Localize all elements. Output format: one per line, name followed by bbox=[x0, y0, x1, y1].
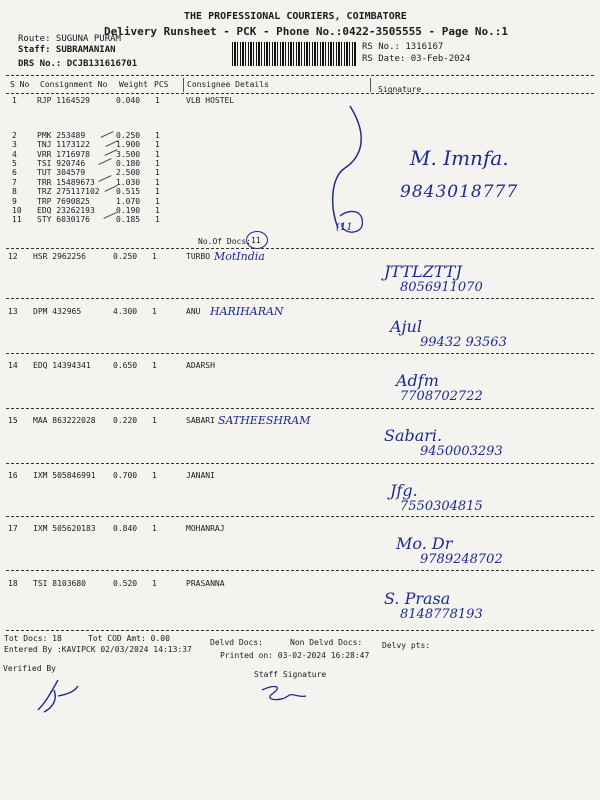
row-consignee: PRASANNA bbox=[186, 579, 225, 588]
row-weight: 4.300 bbox=[113, 307, 138, 316]
handwritten-consignee-name: MotIndia bbox=[214, 250, 265, 263]
non-delivered-docs: Non Delvd Docs: bbox=[290, 638, 363, 647]
row-cons: IXM 505846991 bbox=[33, 471, 96, 480]
col-weight: Weight bbox=[119, 80, 148, 89]
group-row-cons: TRP 7690825 bbox=[37, 197, 90, 206]
row-consignee: ADARSH bbox=[186, 361, 215, 370]
group-row-cons: TRZ 275117102 bbox=[37, 187, 100, 196]
handwritten-signature: S. Prasa bbox=[384, 589, 451, 608]
row-cons: EDQ 14394341 bbox=[33, 361, 91, 370]
col-sno: S No bbox=[10, 80, 30, 89]
handwritten-phone: 99432 93563 bbox=[420, 335, 507, 350]
divider bbox=[6, 570, 594, 571]
row-consignee: ANU bbox=[186, 307, 201, 316]
row-sno: 13 bbox=[8, 307, 18, 316]
group-row-pcs: 1 bbox=[155, 187, 160, 196]
group-row-sno: 6 bbox=[12, 168, 17, 177]
row-sno: 18 bbox=[8, 579, 18, 588]
divider bbox=[6, 408, 594, 409]
group-row-weight: 0.180 bbox=[116, 159, 141, 168]
row-pcs: 1 bbox=[152, 524, 157, 533]
row-consignee: TURBO bbox=[186, 252, 211, 261]
handwritten-signature: M. Imnfa. bbox=[410, 146, 509, 170]
row-sno: 17 bbox=[8, 524, 18, 533]
group-row-pcs: 1 bbox=[155, 150, 160, 159]
group-row-weight: 3.500 bbox=[116, 150, 141, 159]
group-row-cons: EDQ 23262193 bbox=[37, 206, 95, 215]
row-weight: 0.520 bbox=[113, 579, 138, 588]
divider bbox=[6, 463, 594, 464]
group-row-weight: 0.040 bbox=[116, 96, 141, 105]
divider bbox=[6, 630, 594, 631]
group-row-weight: 1.070 bbox=[116, 197, 141, 206]
group-row-cons: PMK 253489 bbox=[37, 131, 86, 140]
group-row-consignee: VLB HOSTEL bbox=[186, 96, 235, 105]
group-row-weight: 0.515 bbox=[116, 187, 141, 196]
row-pcs: 1 bbox=[152, 307, 157, 316]
row-weight: 0.700 bbox=[113, 471, 138, 480]
row-sno: 12 bbox=[8, 252, 18, 261]
barcode bbox=[232, 42, 356, 66]
printed-on: Printed on: 03-02-2024 16:28:47 bbox=[220, 651, 370, 660]
group-row-pcs: 1 bbox=[155, 197, 160, 206]
check-mark bbox=[100, 131, 113, 138]
group-row-sno: 4 bbox=[12, 150, 17, 159]
no-of-docs-label: No.Of Docs: bbox=[198, 237, 251, 246]
row-sno: 15 bbox=[8, 416, 18, 425]
handwritten-signature: Sabari. bbox=[384, 426, 443, 445]
group-row-sno: 3 bbox=[12, 140, 17, 149]
row-cons: IXM 505620183 bbox=[33, 524, 96, 533]
group-row-sno: 2 bbox=[12, 131, 17, 140]
delivered-docs: Delvd Docs: bbox=[210, 638, 263, 647]
bracket-scribble bbox=[300, 98, 420, 238]
col-pcs: PCS bbox=[154, 80, 169, 89]
divider bbox=[6, 353, 594, 354]
row-weight: 0.220 bbox=[113, 416, 138, 425]
handwritten-signature: JTTLZTTJ bbox=[384, 262, 462, 281]
handwritten-phone: 9450003293 bbox=[420, 444, 503, 459]
row-cons: DPM 432965 bbox=[33, 307, 82, 316]
handwritten-phone: 8056911070 bbox=[400, 280, 483, 295]
divider bbox=[6, 248, 594, 249]
group-row-weight: 0.185 bbox=[116, 215, 141, 224]
row-cons: TSI 8103680 bbox=[33, 579, 86, 588]
row-sno: 14 bbox=[8, 361, 18, 370]
handwritten-consignee-name: HARIHARAN bbox=[210, 305, 284, 318]
group-row-pcs: 1 bbox=[155, 215, 160, 224]
col-separator bbox=[183, 78, 184, 92]
handwritten-signature: Ajul bbox=[390, 317, 422, 336]
route: Route: SUGUNA PURAM bbox=[18, 34, 121, 44]
group-row-cons: RJP 1164529 bbox=[37, 96, 90, 105]
group-row-pcs: 1 bbox=[155, 159, 160, 168]
group-row-pcs: 1 bbox=[155, 206, 160, 215]
verified-by-label: Verified By bbox=[3, 664, 56, 673]
col-separator bbox=[370, 78, 371, 92]
verifier-signature bbox=[28, 672, 88, 722]
group-row-cons: VRR 1716978 bbox=[37, 150, 90, 159]
group-row-weight: 1.900 bbox=[116, 140, 141, 149]
handwritten-signature: Mo. Dr bbox=[396, 534, 453, 553]
drs-number: DRS No.: DCJB131616701 bbox=[18, 59, 138, 69]
group-row-sno: 9 bbox=[12, 197, 17, 206]
group-row-cons: TUT 304579 bbox=[37, 168, 86, 177]
company-name: THE PROFESSIONAL COURIERS, COIMBATORE bbox=[184, 11, 407, 22]
group-row-sno: 7 bbox=[12, 178, 17, 187]
group-row-weight: 0.190 bbox=[116, 206, 141, 215]
divider bbox=[6, 93, 594, 94]
col-signature: Signature bbox=[378, 85, 422, 94]
total-cod: Tot COD Amt: 0.00 bbox=[88, 634, 170, 643]
group-row-pcs: 1 bbox=[155, 131, 160, 140]
row-cons: MAA 863222028 bbox=[33, 416, 96, 425]
group-row-cons: STY 6030176 bbox=[37, 215, 90, 224]
rs-number: RS No.: 1316167 bbox=[362, 42, 444, 52]
row-pcs: 1 bbox=[152, 252, 157, 261]
check-mark bbox=[98, 158, 111, 165]
row-pcs: 1 bbox=[152, 471, 157, 480]
handwritten-phone: 7708702722 bbox=[400, 389, 483, 404]
group-row-pcs: 1 bbox=[155, 168, 160, 177]
handwritten-count: (11 bbox=[336, 222, 353, 233]
group-row-pcs: 1 bbox=[155, 96, 160, 105]
group-row-pcs: 1 bbox=[155, 140, 160, 149]
rs-date: RS Date: 03-Feb-2024 bbox=[362, 54, 471, 64]
group-row-cons: TNJ 1173122 bbox=[37, 140, 90, 149]
delivery-points: Delvy pts: bbox=[382, 641, 431, 650]
handwritten-signature: Jfg. bbox=[390, 481, 418, 500]
divider bbox=[6, 516, 594, 517]
row-weight: 0.250 bbox=[113, 252, 138, 261]
handwritten-consignee-name: SATHEESHRAM bbox=[218, 414, 311, 427]
group-row-sno: 11 bbox=[12, 215, 22, 224]
row-weight: 0.840 bbox=[113, 524, 138, 533]
group-row-sno: 10 bbox=[12, 206, 22, 215]
col-consignee: Consignee Details bbox=[187, 80, 269, 89]
row-pcs: 1 bbox=[152, 361, 157, 370]
staff: Staff: SUBRAMANIAN bbox=[18, 45, 116, 55]
handwritten-phone: 9789248702 bbox=[420, 552, 503, 567]
row-consignee: MOHANRAJ bbox=[186, 524, 225, 533]
total-docs: Tot Docs: 18 bbox=[4, 634, 62, 643]
handwritten-phone: 9843018777 bbox=[400, 182, 519, 202]
row-sno: 16 bbox=[8, 471, 18, 480]
divider bbox=[6, 298, 594, 299]
group-row-cons: TSI 920746 bbox=[37, 159, 86, 168]
row-pcs: 1 bbox=[152, 416, 157, 425]
entered-by: Entered By :KAVIPCK 02/03/2024 14:13:37 bbox=[4, 645, 192, 654]
row-consignee: JANANI bbox=[186, 471, 215, 480]
handwritten-signature: Adfm bbox=[396, 371, 439, 390]
handwritten-phone: 8148778193 bbox=[400, 607, 483, 622]
divider bbox=[6, 75, 594, 76]
staff-signature bbox=[258, 680, 318, 710]
row-consignee: SABARI bbox=[186, 416, 215, 425]
group-row-cons: TRR 15489673 bbox=[37, 178, 95, 187]
group-row-weight: 2.500 bbox=[116, 168, 141, 177]
staff-signature-label: Staff Signature bbox=[254, 670, 327, 679]
group-row-sno: 8 bbox=[12, 187, 17, 196]
group-row-weight: 0.250 bbox=[116, 131, 141, 140]
check-mark bbox=[98, 175, 111, 182]
row-cons: HSR 2962256 bbox=[33, 252, 86, 261]
runsheet-title: Delivery Runsheet - PCK - Phone No.:0422-3505555 - Page No.:1 bbox=[104, 25, 508, 38]
group-row-weight: 1.030 bbox=[116, 178, 141, 187]
handwritten-phone: 7550304815 bbox=[400, 499, 483, 514]
row-pcs: 1 bbox=[152, 579, 157, 588]
no-of-docs-value: 11 bbox=[251, 236, 261, 245]
group-row-sno: 1 bbox=[12, 96, 17, 105]
col-consignment: Consignment No bbox=[40, 80, 108, 89]
check-mark bbox=[103, 212, 116, 219]
group-row-pcs: 1 bbox=[155, 178, 160, 187]
row-weight: 0.650 bbox=[113, 361, 138, 370]
group-row-sno: 5 bbox=[12, 159, 17, 168]
